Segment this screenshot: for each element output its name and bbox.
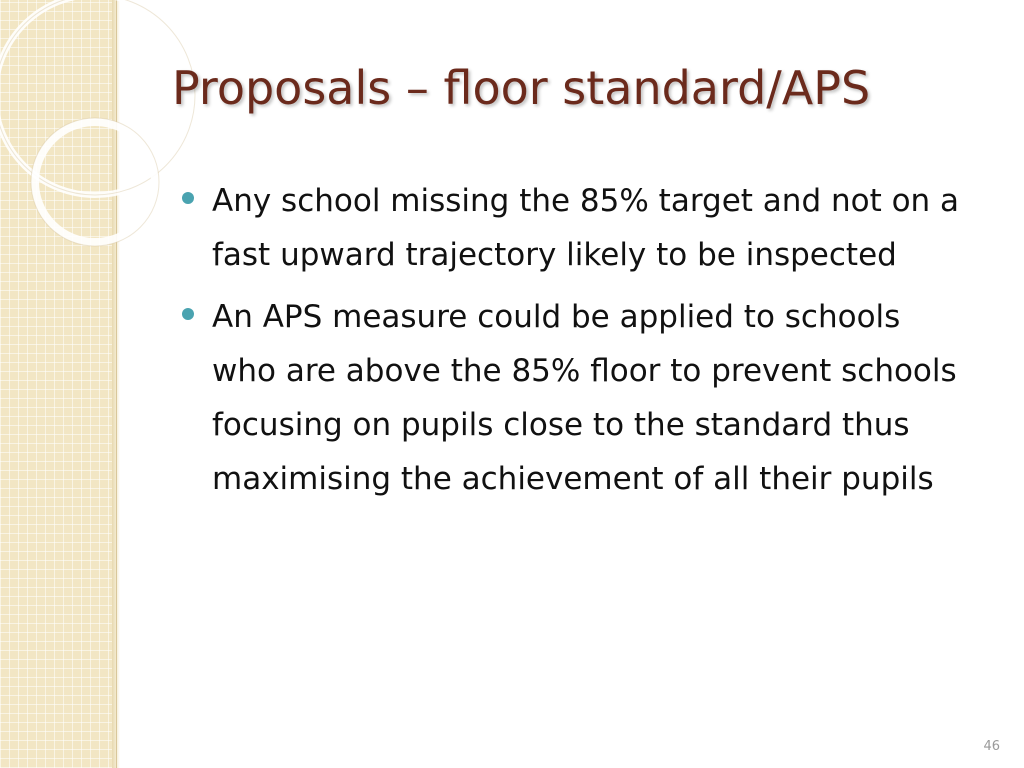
slide-number: 46: [983, 739, 1000, 754]
bullet-dot-icon: [182, 308, 194, 320]
decorative-rings: [0, 0, 200, 300]
decorative-ring-small: [35, 122, 155, 242]
bullet-item: [182, 174, 972, 282]
slide-title: Proposals – floor standard/APS: [172, 61, 871, 115]
bullet-dot-icon: [182, 192, 194, 204]
decorative-ring-large-shadow: [0, 0, 195, 195]
bullet-list: [182, 174, 972, 514]
bullet-text: An APS measure could be applied to schools who are above the 85% floor to prevent schools focusing on pupils close to the standard thus maximising the achievement of all their pupils: [212, 299, 957, 497]
bullet-text: Any school missing the 85% target and not on a fast upward trajectory likely to be inspected: [212, 183, 960, 273]
bullet-item: [182, 290, 972, 506]
